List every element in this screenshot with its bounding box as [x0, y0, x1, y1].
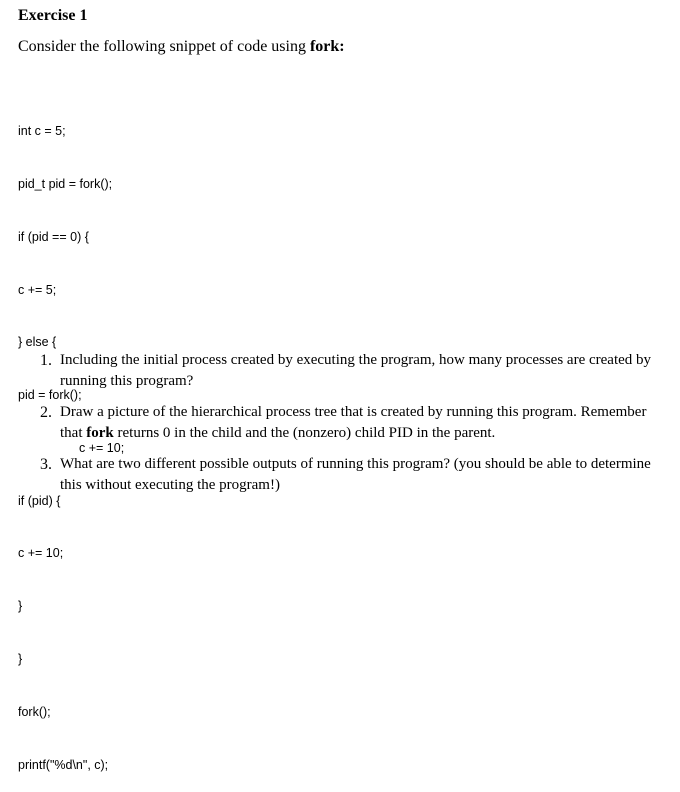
exercise-title: Exercise 1	[18, 7, 88, 24]
code-line: pid = fork();	[18, 388, 82, 403]
code-line: c += 10;	[79, 440, 125, 455]
question-text: Including the initial process created by executing the program, how many processes are created by running this program?	[60, 352, 652, 389]
code-line: int c = 5;	[18, 124, 66, 139]
code-line: } else {	[18, 335, 57, 350]
question-item	[40, 402, 670, 444]
question-item	[40, 350, 670, 392]
question-number: 1.	[40, 352, 52, 369]
code-line: c += 5;	[18, 282, 57, 297]
intro-keyword-fork: fork:	[309, 38, 345, 55]
code-line: }	[18, 599, 23, 614]
question-list	[40, 350, 670, 506]
code-line: c += 10;	[18, 546, 64, 561]
question-item	[40, 454, 670, 496]
question-number: 2.	[40, 404, 52, 421]
code-line: printf("%d\n", c);	[18, 757, 109, 772]
question-number: 3.	[40, 456, 52, 473]
question-text: What are two different possible outputs of running this program? (you should be able to determine this without executing the program!)	[60, 456, 651, 493]
code-line: if (pid == 0) {	[18, 229, 89, 244]
question-keyword-fork: fork	[86, 425, 114, 441]
question-text-after: returns 0 in the child and the (nonzero) child PID in the parent.	[113, 425, 496, 441]
intro-text-before: Consider the following snippet of code using	[18, 38, 310, 55]
code-line: }	[18, 652, 23, 666]
intro-text	[18, 38, 345, 56]
code-line: fork();	[18, 704, 51, 719]
code-line: if (pid) {	[18, 493, 61, 508]
code-line: pid_t pid = fork();	[18, 176, 113, 191]
question-text-before: Draw a picture of the hierarchical process tree that is created by running this program. Remember that	[60, 404, 647, 441]
